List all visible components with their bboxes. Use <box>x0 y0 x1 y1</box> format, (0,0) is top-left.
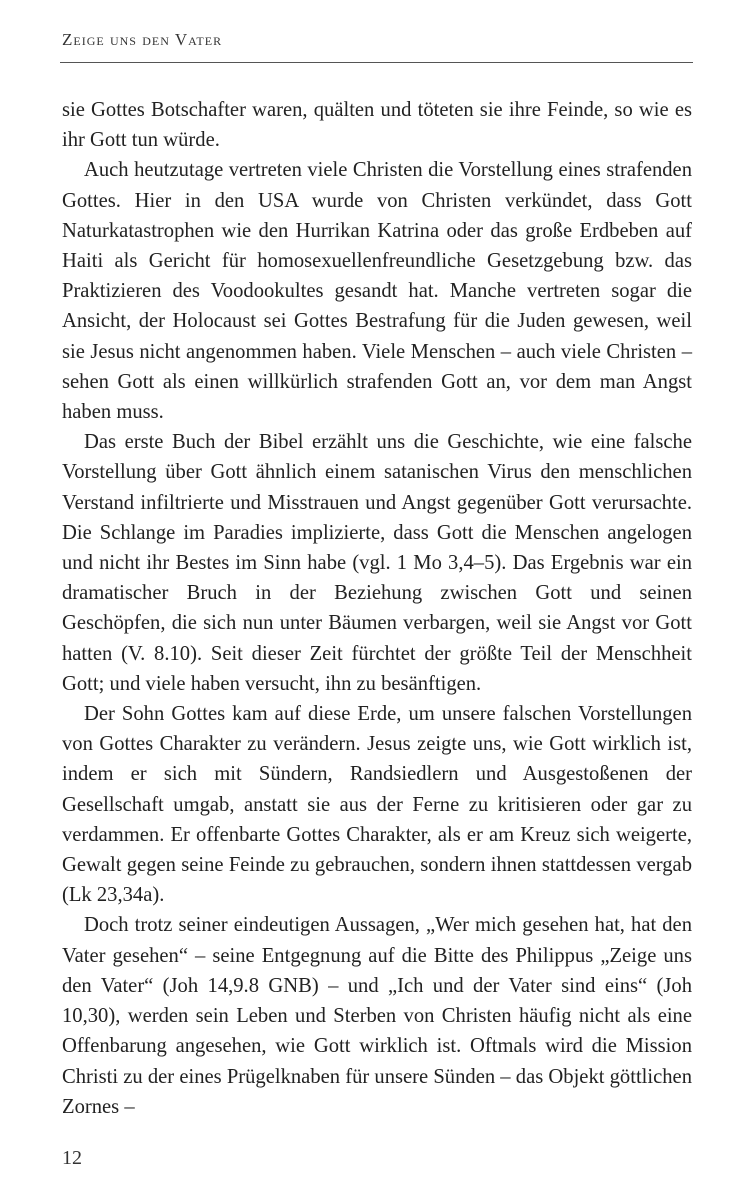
page-number: 12 <box>62 1147 82 1169</box>
body-text <box>62 95 692 1122</box>
paragraph-continued: sie Gottes Botschafter waren, quälten und töteten sie ihre Feinde, so wie es ihr Gott tun würde. <box>62 99 692 152</box>
paragraph: Auch heutzutage vertreten viele Christen die Vorstellung eines strafenden Gottes. Hier in den USA wurde von Christen verkündet, dass Gott Naturkatastrophen wie den Hurrikan Katrina oder das große Erdbeben auf Haiti als Gericht für homosexuellenfreundliche Gesetzgebung bzw. das Praktizieren des Voodookultes gesandt hat. Manche vertreten sogar die Ansicht, der Holocaust sei Gottes Bestrafung für die Juden gewesen, weil sie Jesus nicht angenommen haben. Viele Menschen – auch viele Christen – sehen Gott als einen willkürlich strafenden Gott an, vor dem man Angst haben muss. <box>62 159 692 424</box>
running-header: Zeige uns den Vater <box>62 30 223 49</box>
header-rule <box>60 62 693 63</box>
paragraph: Das erste Buch der Bibel erzählt uns die Geschichte, wie eine falsche Vorstellung über Gott ähnlich einem satanischen Virus den menschlichen Verstand infiltrierte und Misstrauen und Angst gegenüber Gott verursachte. Die Schlange im Paradies implizierte, dass Gott die Menschen angelogen und nicht ihr Bestes im Sinn habe (vgl. 1 Mo 3,4–5). Das Ergebnis war ein dramatischer Bruch in der Beziehung zwischen Gott und seinen Geschöpfen, die sich nun unter Bäumen verbargen, weil sie Angst vor Gott hatten (V. 8.10). Seit dieser Zeit fürchtet der größte Teil der Menschheit Gott; und viele haben versucht, ihn zu besänftigen. <box>62 431 692 695</box>
paragraph: Doch trotz seiner eindeutigen Aussagen, „Wer mich gesehen hat, hat den Vater gesehen“ – seine Entgegnung auf die Bitte des Philippus „Zeige uns den Vater“ (Joh 14,9.8 GNB) – und „Ich und der Vater sind eins“ (Joh 10,30), werden sein Leben und Sterben von Christen häufig nicht als eine Offenbarung angesehen, wie Gott wirklich ist. Oftmals wird die Mission Christi zu der eines Prügelknaben für unsere Sünden – das Objekt göttlichen Zornes – <box>62 914 692 1118</box>
paragraph: Der Sohn Gottes kam auf diese Erde, um unsere falschen Vorstellungen von Gottes Charakter zu verändern. Jesus zeigte uns, wie Gott wirklich ist, indem er sich mit Sündern, Randsiedlern und Ausgestoßenen der Gesellschaft umgab, anstatt sie aus der Ferne zu kritisieren oder gar zu verdammen. Er offenbarte Gottes Charakter, als er am Kreuz sich weigerte, Gewalt gegen seine Feinde zu gebrauchen, sondern ihnen stattdessen vergab (Lk 23,34a). <box>62 703 692 907</box>
